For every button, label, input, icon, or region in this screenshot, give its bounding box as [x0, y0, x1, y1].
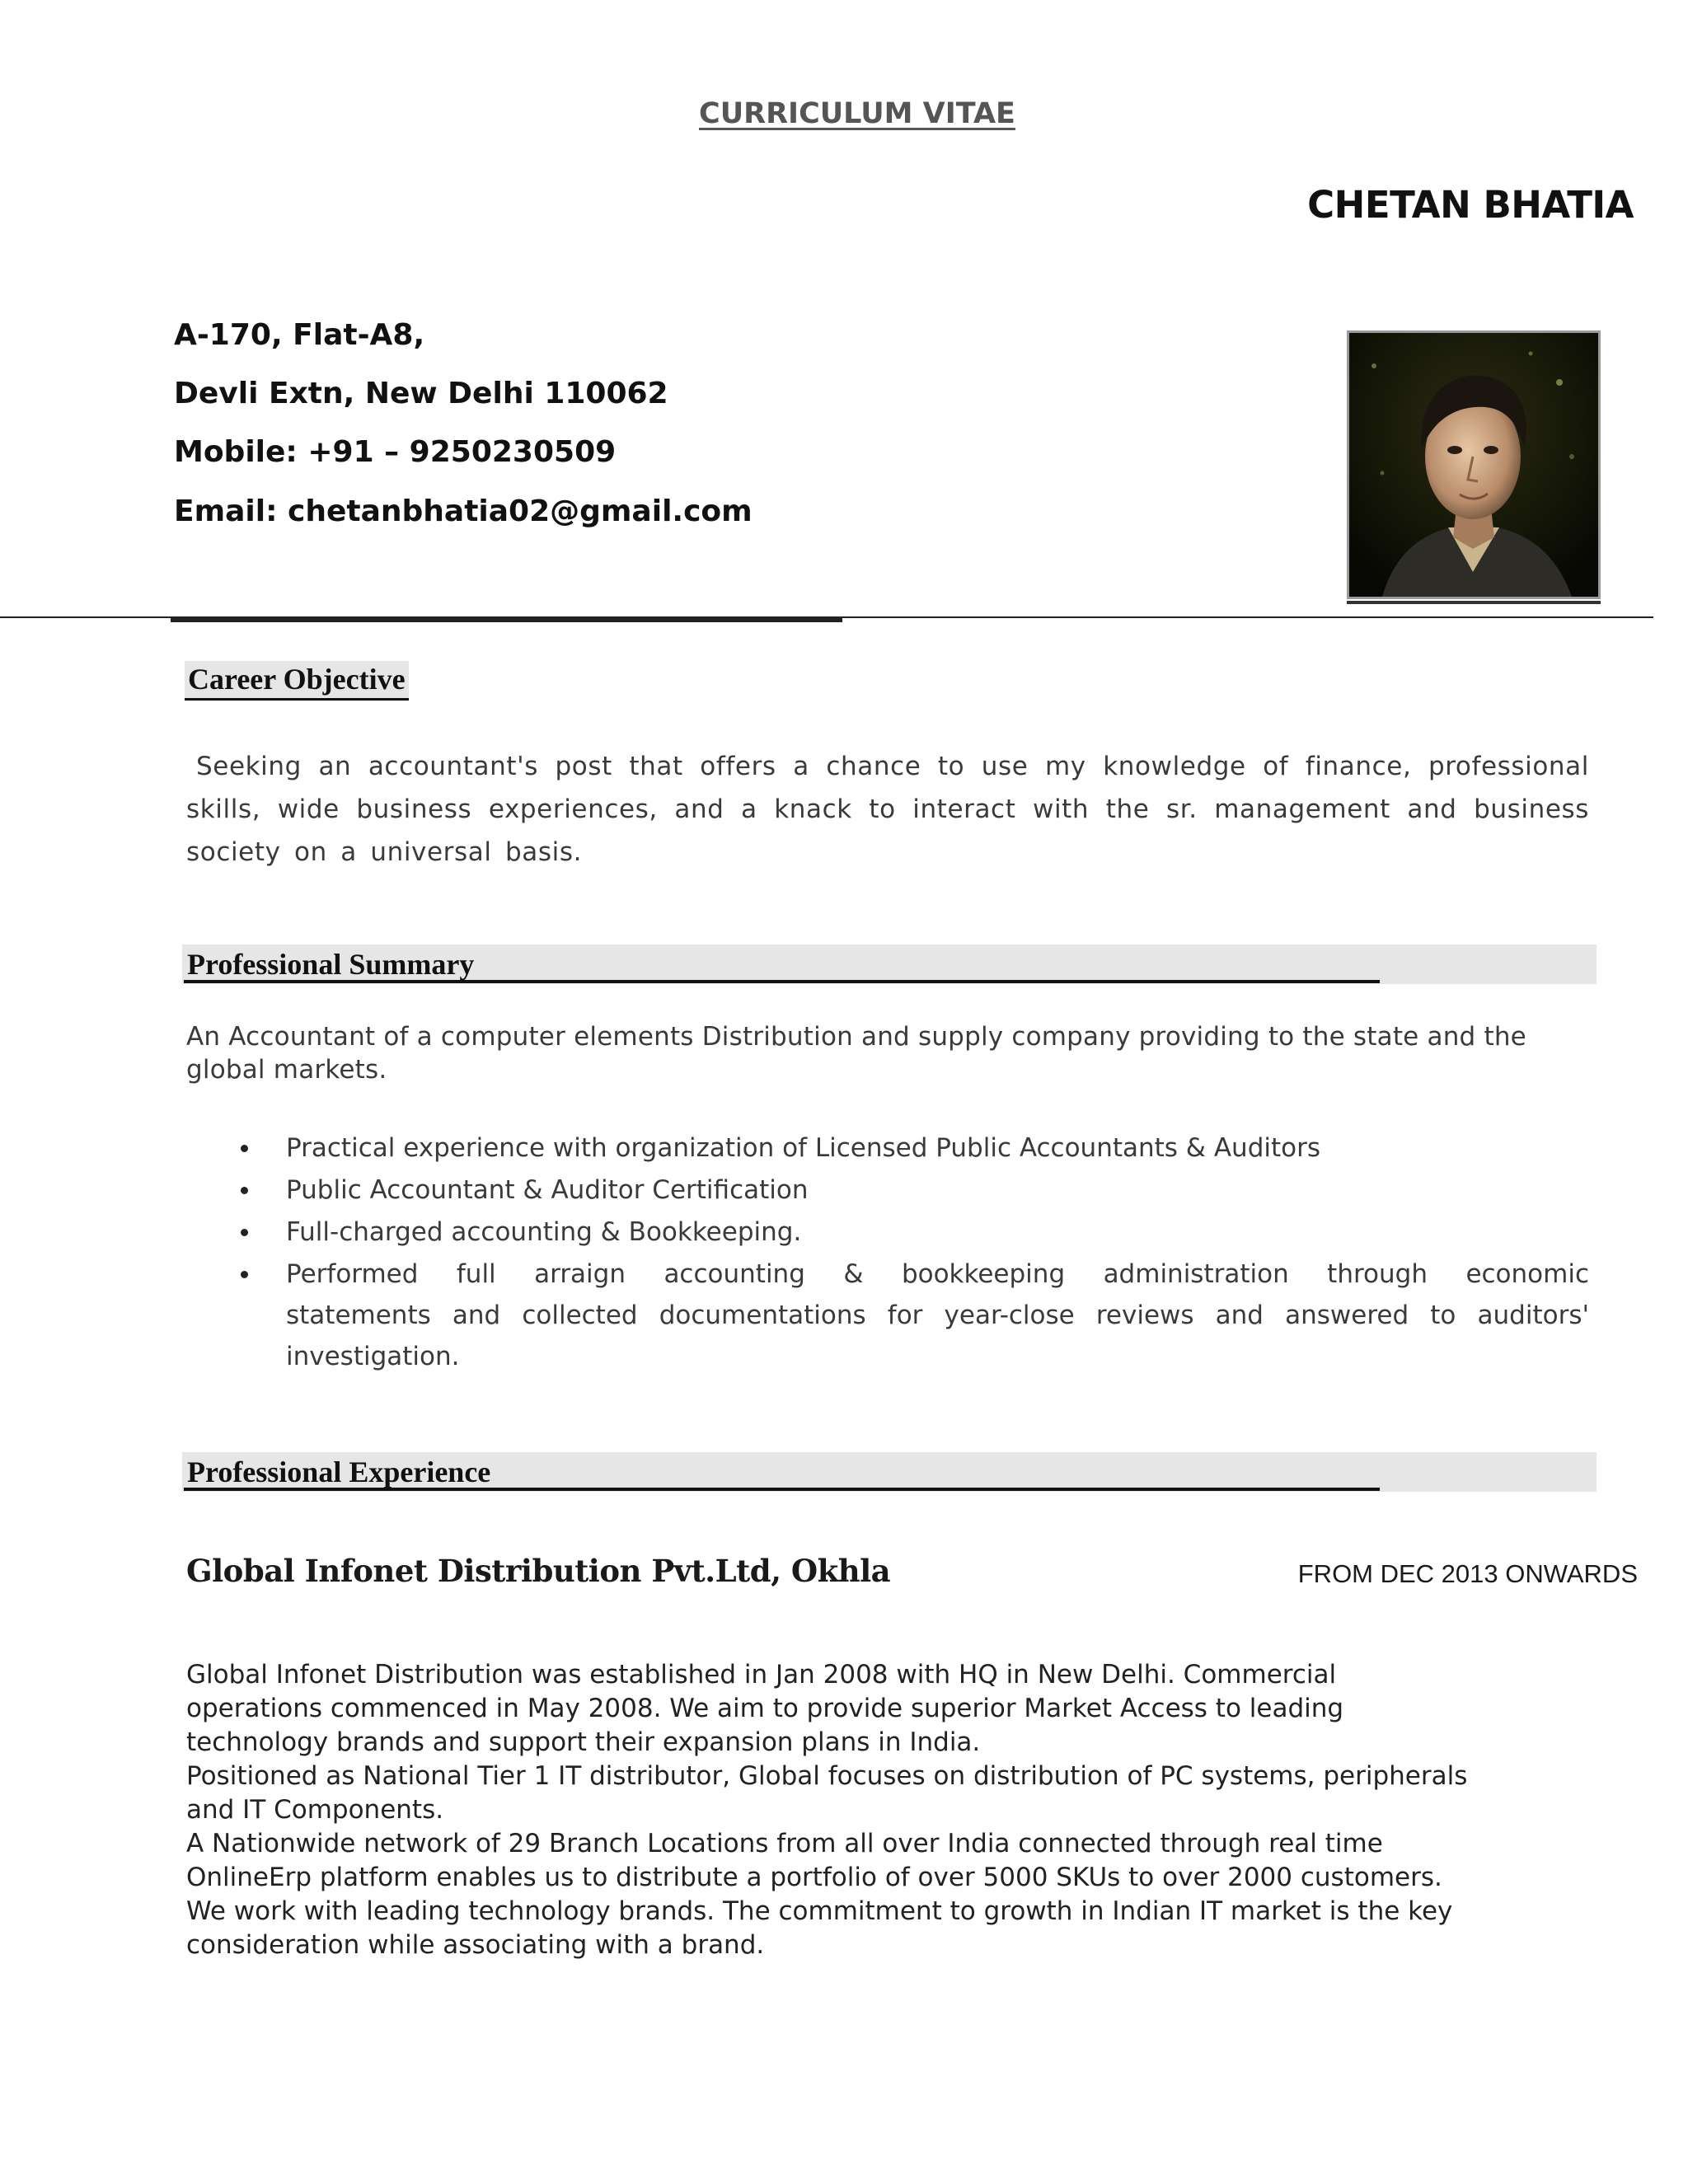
career-objective-text: Seeking an accountant's post that offers a chance to use my knowledge of finance, professional skills, wide business experiences, and a knack to interact with the sr. management and business society on a universal basis.	[186, 752, 1589, 867]
professional-summary-heading: Professional Summary	[187, 948, 475, 981]
profile-photo-image	[1349, 333, 1598, 597]
description-line: Global Infonet Distribution was established in Jan 2008 with HQ in New Delhi. Commercial	[186, 1660, 1337, 1690]
company-description	[186, 1658, 1587, 1962]
company-name: Global Infonet Distribution Pvt.Ltd, Okhla	[186, 1553, 891, 1589]
description-line: Positioned as National Tier 1 IT distributor, Global focuses on distribution of PC systems, peripherals	[186, 1761, 1468, 1791]
career-objective-heading-box	[185, 661, 409, 701]
description-line: OnlineErp platform enables us to distribute a portfolio of over 5000 SKUs to over 2000 customers.	[186, 1863, 1442, 1892]
mobile-number: Mobile: +91 – 9250230509	[174, 435, 617, 469]
professional-summary-intro: An Accountant of a computer elements Distribution and supply company providing to the state and the global markets.	[186, 1022, 1526, 1085]
description-line: operations commenced in May 2008. We aim to provide superior Market Access to leading	[186, 1694, 1344, 1723]
description-line: We work with leading technology brands. The commitment to growth in Indian IT market is the key	[186, 1896, 1453, 1926]
description-line: consideration while associating with a brand.	[186, 1930, 765, 1960]
summary-bullet-list	[186, 1127, 1589, 1378]
photo-underline	[1347, 601, 1601, 604]
header-divider-accent	[171, 618, 842, 622]
description-line: technology brands and support their expansion plans in India.	[186, 1727, 981, 1757]
description-line: A Nationwide network of 29 Branch Locations from all over India connected through real time	[186, 1829, 1383, 1858]
employment-period: FROM DEC 2013 ONWARDS	[1297, 1559, 1638, 1588]
description-line: and IT Components.	[186, 1795, 444, 1825]
list-item: Practical experience with organization of Licensed Public Accountants & Auditors	[186, 1127, 1589, 1169]
address-line-1: A-170, Flat-A8,	[174, 318, 425, 352]
document-title: CURRICULUM VITAE	[699, 97, 1015, 130]
career-objective-heading: Career Objective	[188, 663, 406, 696]
email-address: Email: chetanbhatia02@gmail.com	[174, 494, 753, 528]
list-item: Performed full arraign accounting & bookkeeping administration through economic statements and collected documentations for year-close reviews and answered to auditors' investigation.	[186, 1254, 1589, 1377]
profile-photo	[1347, 330, 1601, 599]
list-item: Public Accountant & Auditor Certification	[186, 1169, 1589, 1211]
address-line-2: Devli Extn, New Delhi 110062	[174, 377, 668, 410]
list-item: Full-charged accounting & Bookkeeping.	[186, 1212, 1589, 1253]
candidate-name: CHETAN BHATIA	[1307, 183, 1634, 227]
professional-experience-heading: Professional Experience	[187, 1455, 491, 1488]
